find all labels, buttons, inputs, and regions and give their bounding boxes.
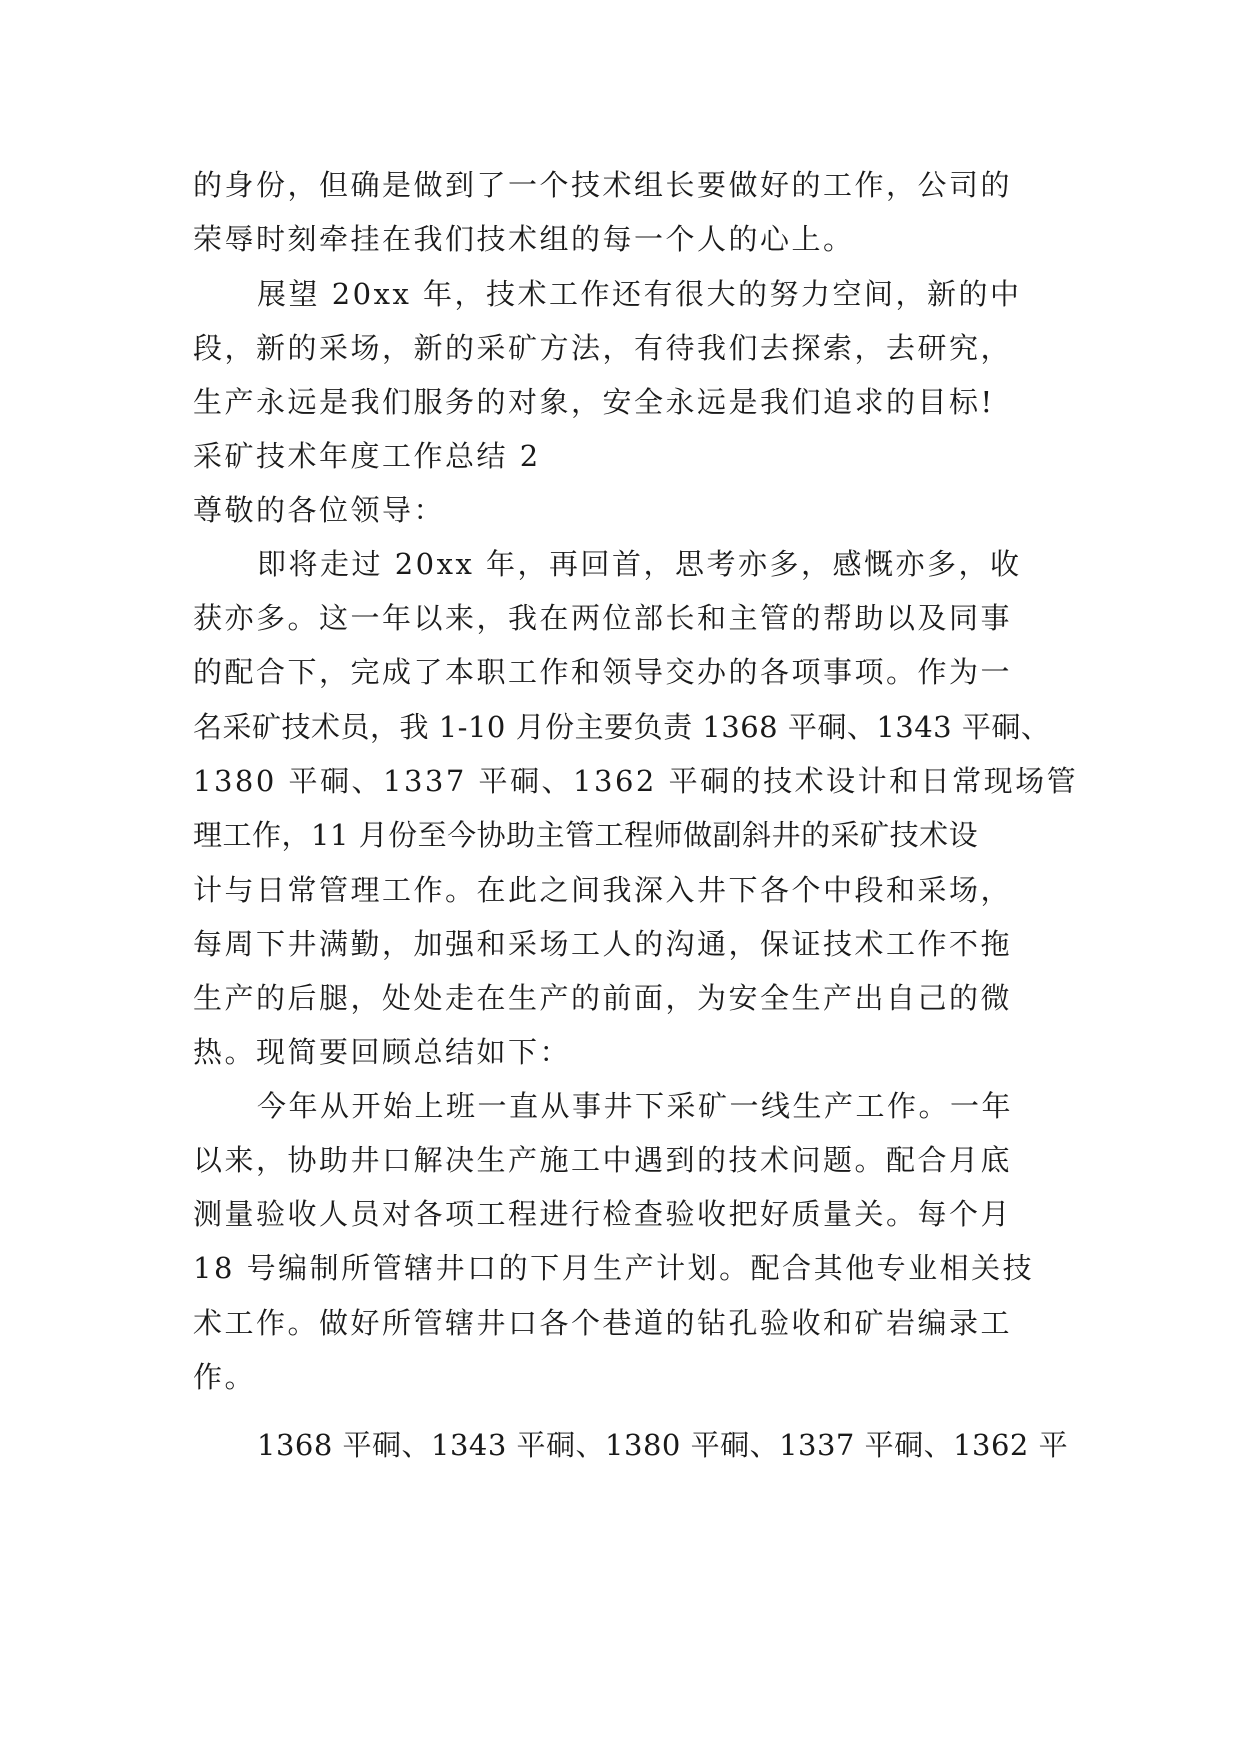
text-line: 以来，协助井口解决生产施工中遇到的技术问题。配合月底 <box>193 1143 1013 1177</box>
text-line: 生产永远是我们服务的对象，安全永远是我们追求的目标! <box>193 385 995 419</box>
text-line: 名采矿技术员，我 1-10 月份主要负责 1368 平硐、1343 平硐、 <box>193 710 1051 744</box>
salutation: 尊敬的各位领导： <box>193 493 446 527</box>
text-line: 获亦多。这一年以来，我在两位部长和主管的帮助以及同事 <box>193 601 1013 635</box>
text-line: 作。 <box>193 1360 257 1394</box>
text-line: 即将走过 20xx 年，再回首，思考亦多，感慨亦多，收 <box>257 547 1022 581</box>
text-line: 荣辱时刻牵挂在我们技术组的每一个人的心上。 <box>193 222 855 256</box>
text-line: 每周下井满勤，加强和采场工人的沟通，保证技术工作不拖 <box>193 927 1013 961</box>
text-line: 段，新的采场，新的采矿方法，有待我们去探索，去研究， <box>193 331 1013 365</box>
text-line: 1380 平硐、1337 平硐、1362 平硐的技术设计和日常现场管 <box>193 764 1079 798</box>
text-line: 1368 平硐、1343 平硐、1380 平硐、1337 平硐、1362 平 <box>257 1428 1069 1462</box>
text-line: 术工作。做好所管辖井口各个巷道的钻孔验收和矿岩编录工 <box>193 1306 1013 1340</box>
text-line: 展望 20xx 年，技术工作还有很大的努力空间，新的中 <box>257 277 1022 311</box>
text-line: 的配合下，完成了本职工作和领导交办的各项事项。作为一 <box>193 655 1013 689</box>
text-line: 计与日常管理工作。在此之间我深入井下各个中段和采场， <box>193 873 1013 907</box>
section-heading: 采矿技术年度工作总结 2 <box>193 439 541 473</box>
text-line: 生产的后腿，处处走在生产的前面，为安全生产出自己的微 <box>193 981 1013 1015</box>
text-line: 的身份，但确是做到了一个技术组长要做好的工作，公司的 <box>193 168 1013 202</box>
text-line: 今年从开始上班一直从事井下采矿一线生产工作。一年 <box>257 1089 1014 1123</box>
text-line: 测量验收人员对各项工程进行检查验收把好质量关。每个月 <box>193 1197 1013 1231</box>
text-line: 理工作，11 月份至今协助主管工程师做副斜井的采矿技术设 <box>193 818 979 852</box>
text-line: 18 号编制所管辖井口的下月生产计划。配合其他专业相关技 <box>193 1251 1035 1285</box>
text-line: 热。现简要回顾总结如下： <box>193 1035 572 1069</box>
